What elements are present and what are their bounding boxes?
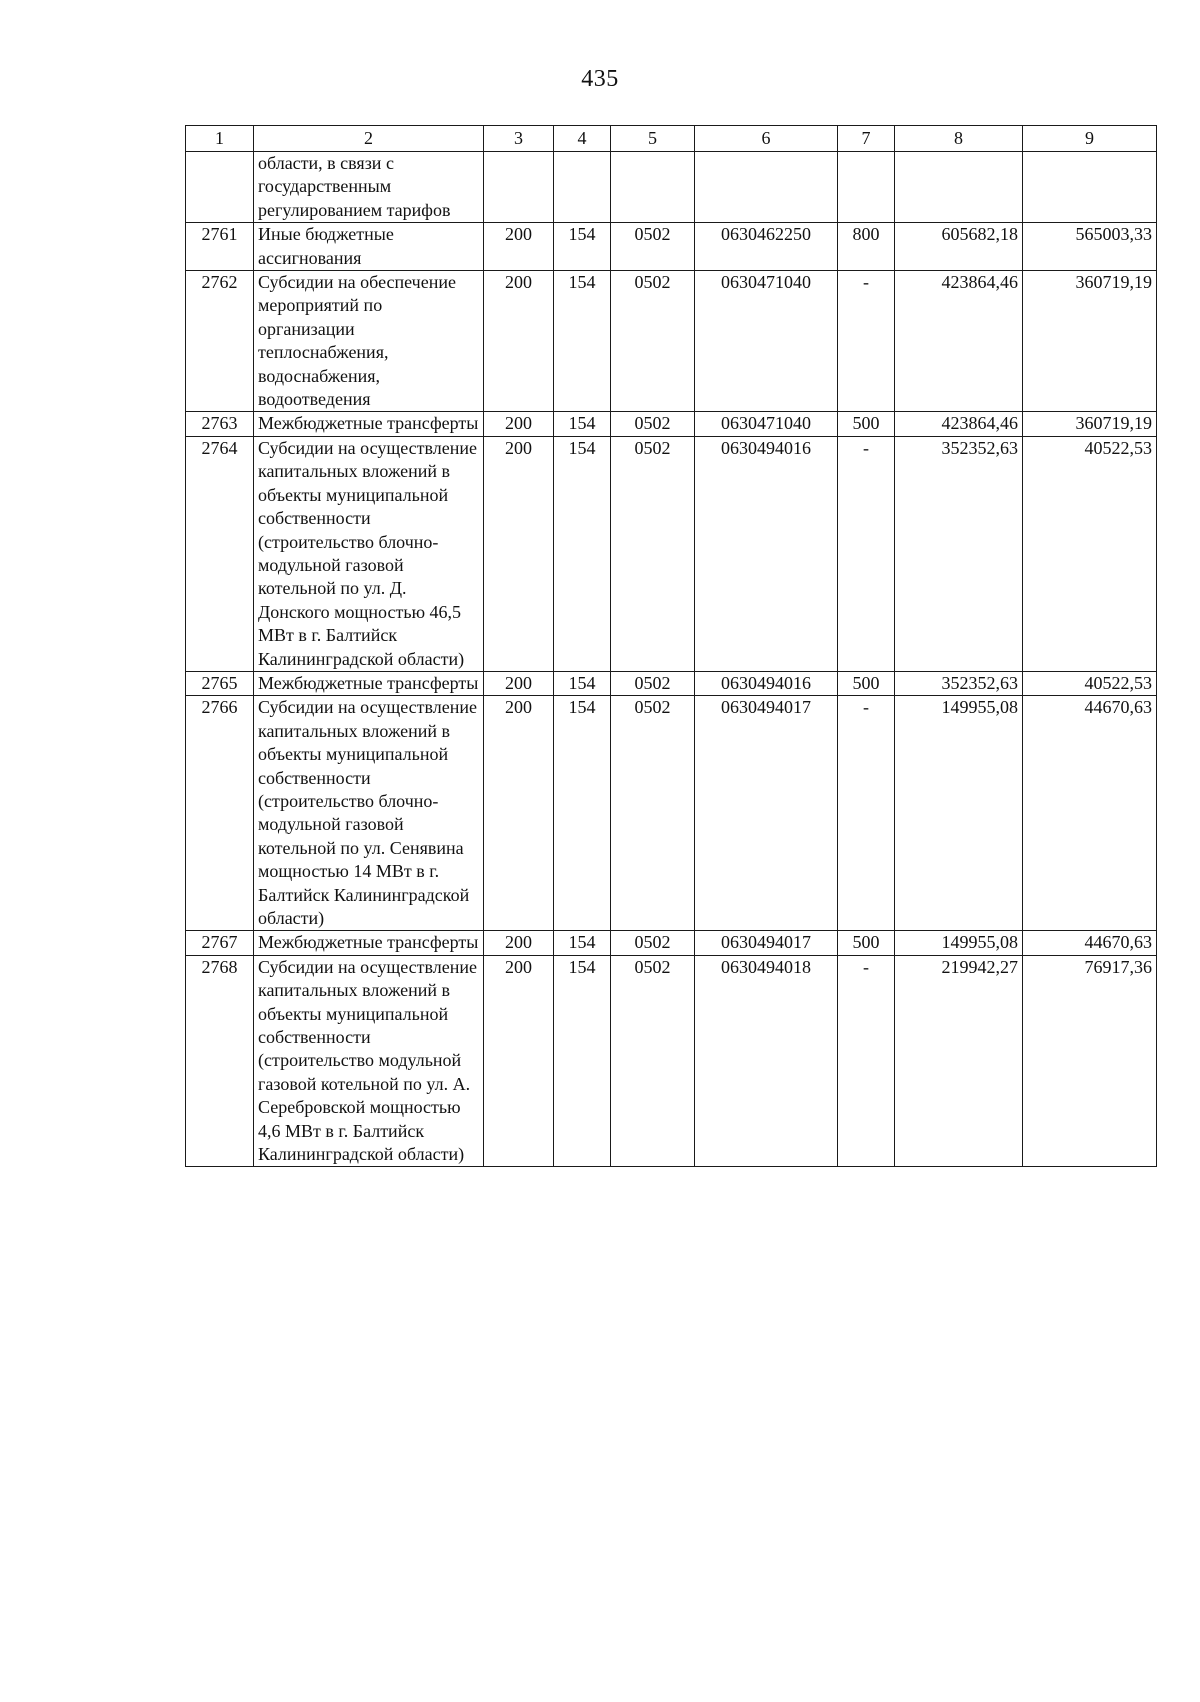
cell-col5: 0502 (611, 271, 695, 412)
cell-col6 (695, 152, 838, 223)
row-number: 2763 (186, 412, 254, 436)
budget-table (185, 125, 1157, 1167)
row-number: 2765 (186, 671, 254, 695)
table-row (186, 412, 1157, 436)
cell-col9: 360719,19 (1023, 271, 1157, 412)
cell-col4: 154 (554, 955, 611, 1167)
cell-col5: 0502 (611, 436, 695, 671)
column-header: 3 (484, 126, 554, 152)
column-header: 1 (186, 126, 254, 152)
cell-col6: 0630494016 (695, 671, 838, 695)
cell-col6: 0630471040 (695, 412, 838, 436)
cell-col3: 200 (484, 955, 554, 1167)
cell-col7: - (838, 436, 895, 671)
cell-col5: 0502 (611, 931, 695, 955)
cell-col7: 800 (838, 223, 895, 271)
cell-col4: 154 (554, 223, 611, 271)
cell-col4: 154 (554, 696, 611, 931)
cell-col8: 352352,63 (895, 671, 1023, 695)
column-header: 5 (611, 126, 695, 152)
cell-col8: 149955,08 (895, 931, 1023, 955)
column-header: 4 (554, 126, 611, 152)
cell-col3: 200 (484, 271, 554, 412)
cell-col7 (838, 152, 895, 223)
cell-col4: 154 (554, 931, 611, 955)
cell-col9: 44670,63 (1023, 696, 1157, 931)
cell-col7: - (838, 696, 895, 931)
table-row (186, 696, 1157, 931)
cell-col3: 200 (484, 436, 554, 671)
cell-col7: - (838, 955, 895, 1167)
cell-col5: 0502 (611, 223, 695, 271)
row-name: Межбюджетные трансферты (254, 671, 484, 695)
cell-col6: 0630471040 (695, 271, 838, 412)
cell-col7: 500 (838, 931, 895, 955)
row-number: 2767 (186, 931, 254, 955)
column-header: 2 (254, 126, 484, 152)
cell-col8: 149955,08 (895, 696, 1023, 931)
cell-col8: 423864,46 (895, 271, 1023, 412)
cell-col6: 0630494017 (695, 696, 838, 931)
row-number: 2764 (186, 436, 254, 671)
cell-col8: 605682,18 (895, 223, 1023, 271)
column-number-row (186, 126, 1157, 152)
table-row (186, 152, 1157, 223)
row-name: Субсидии на осуществление капитальных вложений в объекты муниципальной собственности (строительство блочно-модульной газовой котельной по ул. Д. Донского мощностью 46,5 МВт в г. Балтийск Калининградской области) (254, 436, 484, 671)
row-name: области, в связи с государственным регулированием тарифов (254, 152, 484, 223)
column-header: 7 (838, 126, 895, 152)
row-name: Субсидии на обеспечение мероприятий по организации теплоснабжения, водоснабжения, водоотведения (254, 271, 484, 412)
table-row (186, 671, 1157, 695)
cell-col9: 360719,19 (1023, 412, 1157, 436)
cell-col9: 40522,53 (1023, 671, 1157, 695)
cell-col4 (554, 152, 611, 223)
row-name: Межбюджетные трансферты (254, 412, 484, 436)
cell-col6: 0630494017 (695, 931, 838, 955)
table-row (186, 955, 1157, 1167)
row-number: 2761 (186, 223, 254, 271)
cell-col7: 500 (838, 671, 895, 695)
cell-col5: 0502 (611, 671, 695, 695)
row-number: 2766 (186, 696, 254, 931)
cell-col4: 154 (554, 412, 611, 436)
cell-col8: 219942,27 (895, 955, 1023, 1167)
cell-col9: 76917,36 (1023, 955, 1157, 1167)
row-name: Межбюджетные трансферты (254, 931, 484, 955)
cell-col8: 423864,46 (895, 412, 1023, 436)
cell-col4: 154 (554, 671, 611, 695)
row-name: Субсидии на осуществление капитальных вложений в объекты муниципальной собственности (строительство блочно-модульной газовой котельной по ул. Сенявина мощностью 14 МВт в г. Балтийск Калининградской области) (254, 696, 484, 931)
cell-col5: 0502 (611, 696, 695, 931)
cell-col9: 565003,33 (1023, 223, 1157, 271)
cell-col4: 154 (554, 436, 611, 671)
cell-col6: 0630462250 (695, 223, 838, 271)
column-header: 9 (1023, 126, 1157, 152)
column-header: 6 (695, 126, 838, 152)
table-row (186, 436, 1157, 671)
cell-col9: 40522,53 (1023, 436, 1157, 671)
row-name: Субсидии на осуществление капитальных вложений в объекты муниципальной собственности (строительство модульной газовой котельной по ул. А. Серебровской мощностью 4,6 МВт в г. Балтийск Калининградской области) (254, 955, 484, 1167)
cell-col7: 500 (838, 412, 895, 436)
cell-col3: 200 (484, 671, 554, 695)
cell-col3: 200 (484, 412, 554, 436)
cell-col3 (484, 152, 554, 223)
table-row (186, 931, 1157, 955)
table-row (186, 223, 1157, 271)
cell-col6: 0630494018 (695, 955, 838, 1167)
cell-col3: 200 (484, 931, 554, 955)
cell-col5: 0502 (611, 412, 695, 436)
cell-col9 (1023, 152, 1157, 223)
cell-col5 (611, 152, 695, 223)
row-number: 2768 (186, 955, 254, 1167)
cell-col4: 154 (554, 271, 611, 412)
cell-col8 (895, 152, 1023, 223)
row-name: Иные бюджетные ассигнования (254, 223, 484, 271)
cell-col3: 200 (484, 223, 554, 271)
page-number: 435 (581, 66, 619, 92)
row-number (186, 152, 254, 223)
cell-col3: 200 (484, 696, 554, 931)
cell-col6: 0630494016 (695, 436, 838, 671)
row-number: 2762 (186, 271, 254, 412)
cell-col7: - (838, 271, 895, 412)
cell-col9: 44670,63 (1023, 931, 1157, 955)
cell-col8: 352352,63 (895, 436, 1023, 671)
column-header: 8 (895, 126, 1023, 152)
table-row (186, 271, 1157, 412)
cell-col5: 0502 (611, 955, 695, 1167)
